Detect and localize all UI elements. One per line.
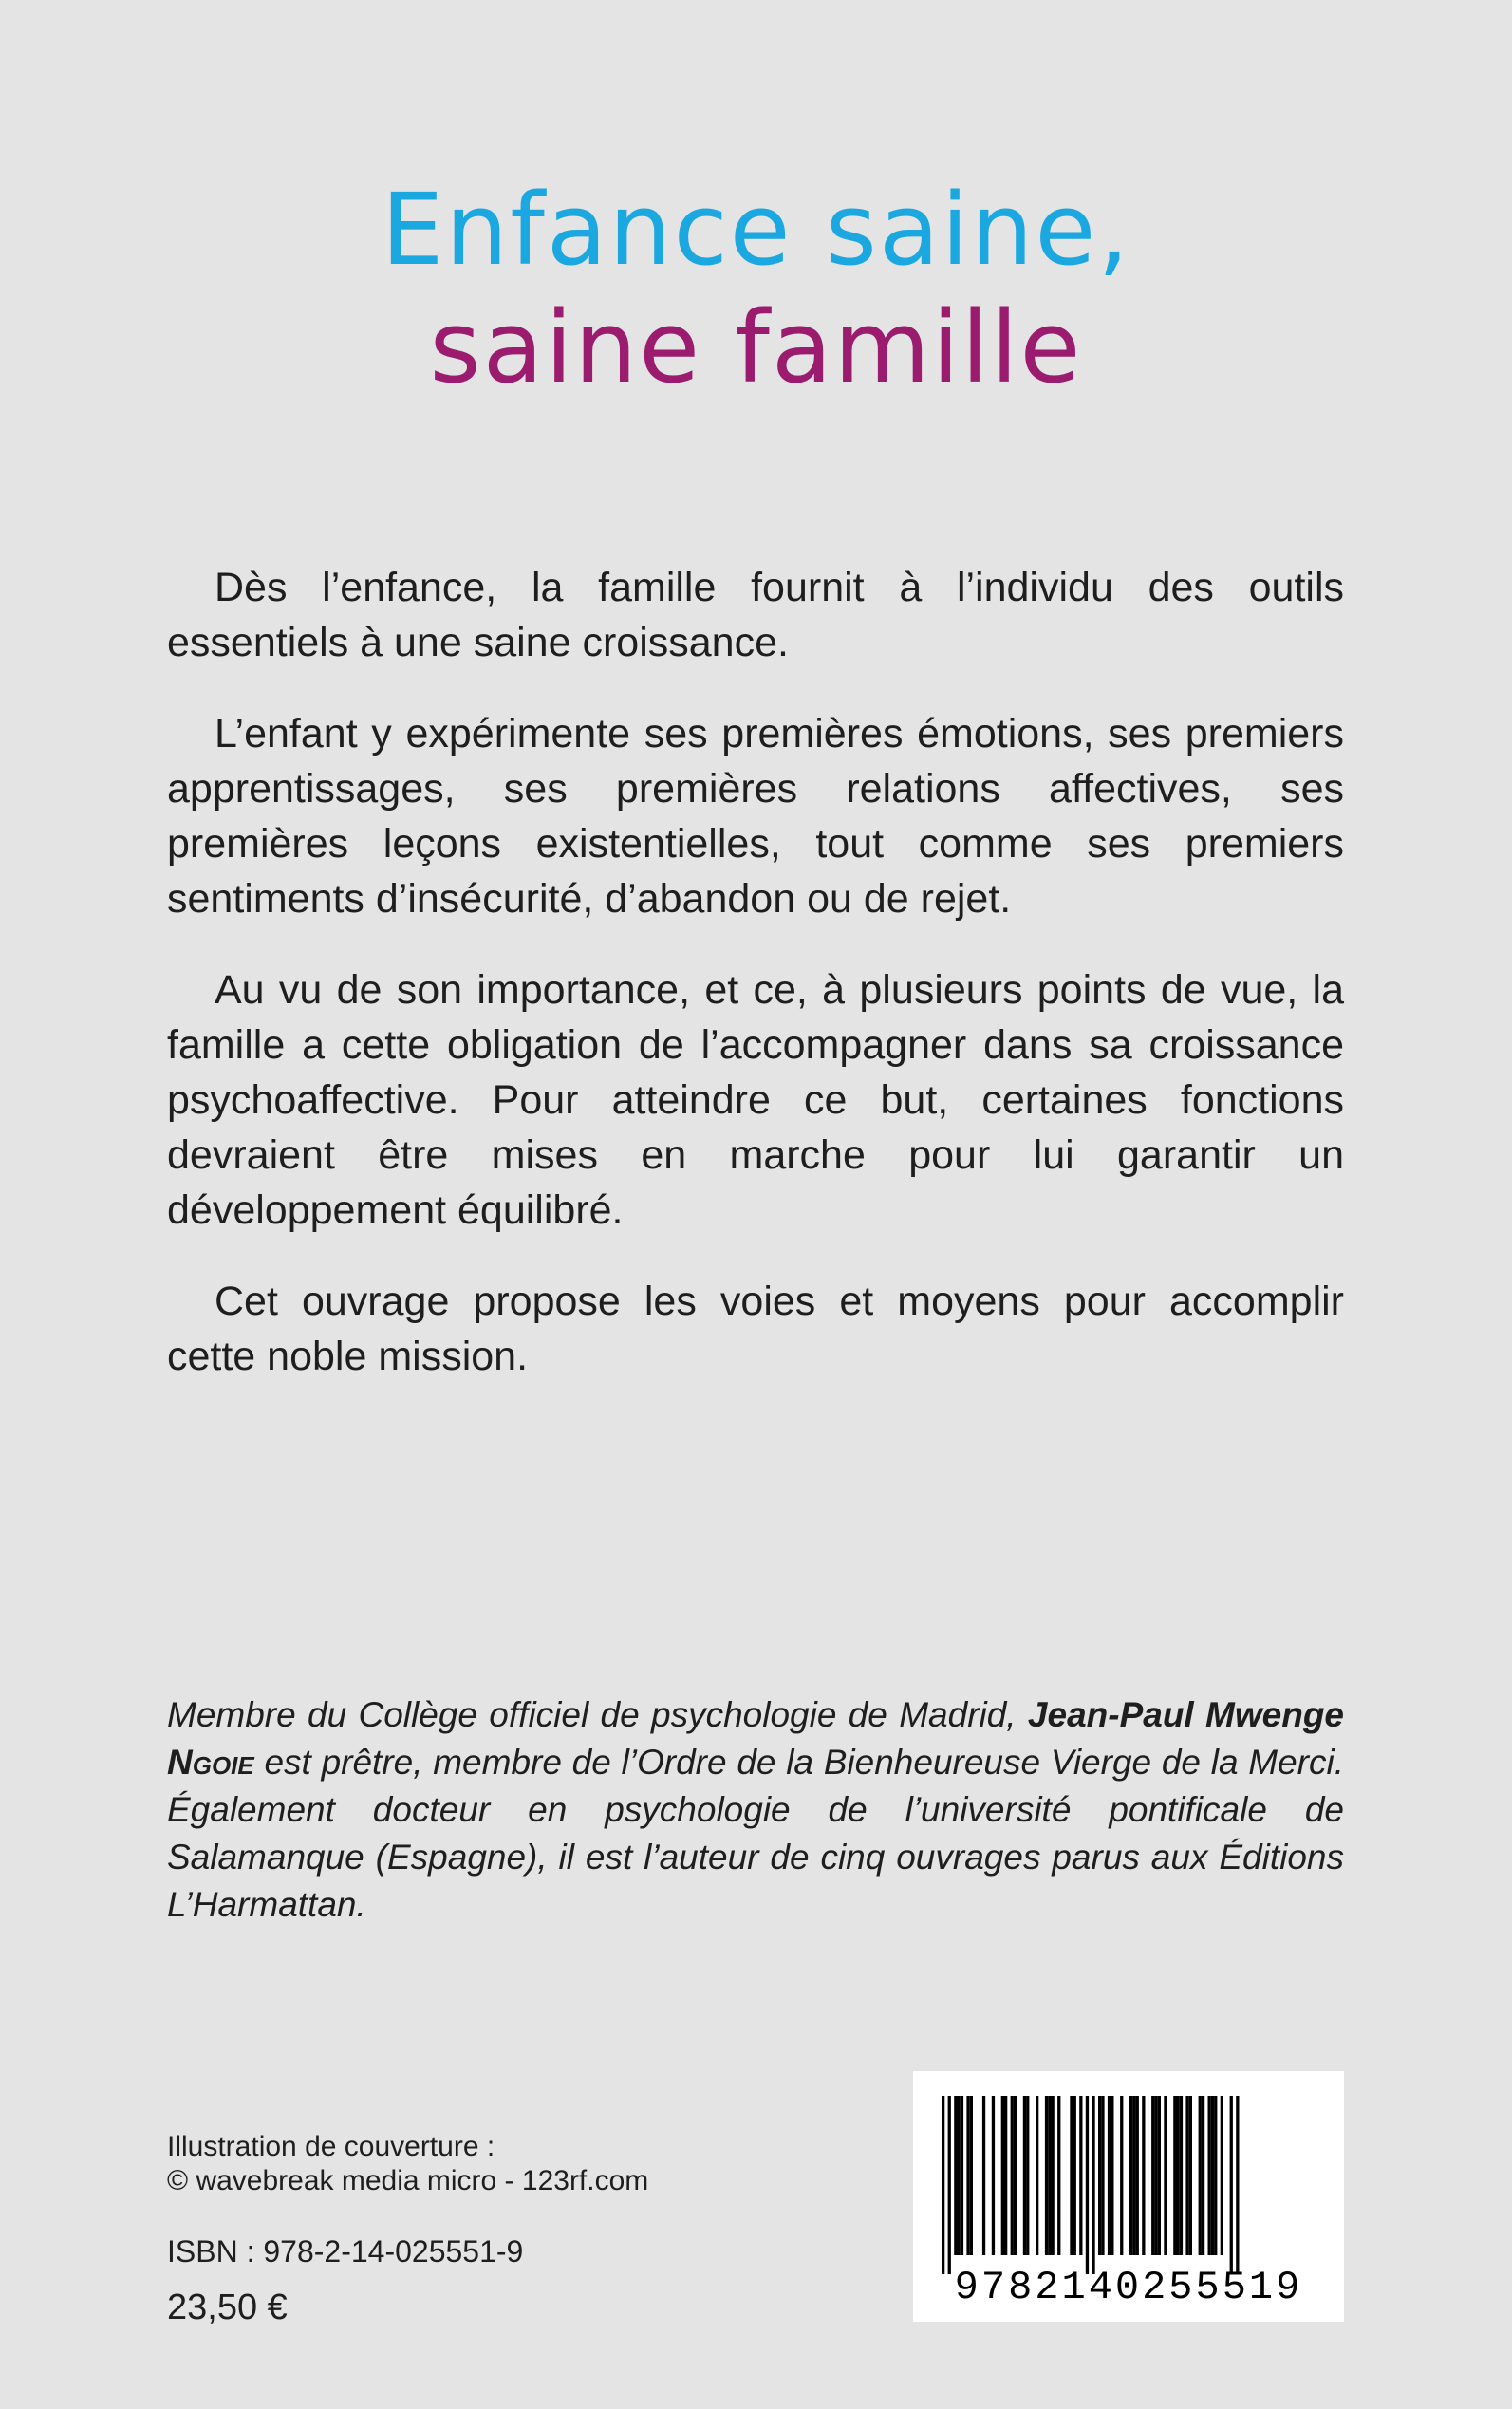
- barcode-bar-8: [992, 2096, 995, 2255]
- barcode-bar-1: [948, 2096, 951, 2274]
- barcode-digits: 9782140255519: [954, 2265, 1303, 2310]
- book-title: [0, 171, 1512, 406]
- bio-rest: est prêtre, membre de l’Ordre de la Bienheureuse Vierge de la Merci. Également docteur en psychologie de l’université pontificale de Salamanque (Espagne), il est l’auteur de cinq ouvrages parus aux Éditions L’Harmattan.: [167, 1743, 1344, 1924]
- barcode-bar-50: [1236, 2096, 1239, 2274]
- barcode-bar-29: [1120, 2096, 1123, 2255]
- barcode-bar-7: [982, 2096, 985, 2255]
- barcode-bar-45: [1208, 2096, 1211, 2255]
- barcode-bar-15: [1036, 2096, 1038, 2255]
- barcode-bar-34: [1151, 2096, 1154, 2255]
- barcode-bar-14: [1026, 2096, 1029, 2255]
- barcode-bar-22: [1079, 2096, 1082, 2255]
- title-line-2: saine famille: [429, 289, 1083, 405]
- barcode: [913, 2071, 1344, 2322]
- credits-label: Illustration de couverture :: [167, 2131, 495, 2162]
- barcode-bar-21: [1073, 2096, 1076, 2255]
- barcode-bar-44: [1202, 2096, 1204, 2255]
- barcode-bar-49: [1230, 2096, 1233, 2274]
- barcode-bar-48: [1221, 2096, 1223, 2255]
- credits-source: © wavebreak media micro - 123rf.com: [167, 2165, 649, 2196]
- barcode-bar-31: [1132, 2096, 1135, 2255]
- barcode-bar-9: [1001, 2096, 1004, 2255]
- blurb-paragraph-4: Cet ouvrage propose les voies et moyens pour accomplir cette noble mission.: [167, 1279, 1344, 1379]
- barcode-bar-32: [1136, 2096, 1139, 2255]
- blurb-paragraph-1: Dès l’enfance, la famille fournit à l’individu des outils essentiels à une saine croissance.: [167, 565, 1344, 665]
- barcode-bar-3: [958, 2096, 961, 2255]
- author-last-name: Ngoie: [167, 1743, 254, 1782]
- author-first-name: Jean-Paul Mwenge: [1027, 1695, 1345, 1734]
- barcode-bar-23: [1086, 2096, 1089, 2274]
- barcode-bar-19: [1057, 2096, 1060, 2255]
- barcode-bar-42: [1189, 2096, 1192, 2255]
- barcode-bar-24: [1092, 2096, 1094, 2274]
- barcode-bar-2: [954, 2096, 957, 2255]
- barcode-bar-39: [1177, 2096, 1180, 2255]
- barcode-bar-16: [1045, 2096, 1048, 2255]
- barcode-bar-26: [1101, 2096, 1104, 2255]
- barcode-bar-40: [1180, 2096, 1183, 2255]
- barcode-bar-47: [1214, 2096, 1217, 2255]
- barcode-bar-27: [1108, 2096, 1111, 2255]
- barcode-bar-33: [1142, 2096, 1145, 2255]
- price: 23,50 €: [167, 2288, 288, 2327]
- barcode-bar-41: [1185, 2096, 1188, 2255]
- barcode-bar-10: [1004, 2096, 1007, 2255]
- barcode-bar-11: [1011, 2096, 1014, 2255]
- barcode-bar-17: [1048, 2096, 1051, 2255]
- author-bio: [167, 1691, 1344, 1929]
- barcode-bar-20: [1070, 2096, 1073, 2255]
- barcode-bar-37: [1164, 2096, 1167, 2255]
- barcode-bar-4: [961, 2096, 963, 2255]
- barcode-bar-43: [1199, 2096, 1202, 2255]
- barcode-bar-12: [1014, 2096, 1017, 2255]
- blurb: [167, 560, 1344, 1420]
- barcode-bar-35: [1154, 2096, 1157, 2255]
- illustration-credits: [167, 2130, 648, 2198]
- barcode-bar-0: [942, 2096, 944, 2274]
- barcode-bar-38: [1173, 2096, 1176, 2255]
- blurb-paragraph-3: Au vu de son importance, et ce, à plusieurs points de vue, la famille a cette obligation de l’accompagner dans sa croissance psychoaffective. Pour atteindre ce but, certaines fonctions devraient être mises en marche pour lui garantir un développement équilibré.: [167, 967, 1344, 1233]
- barcode-bar-30: [1129, 2096, 1132, 2255]
- barcode-bar-25: [1098, 2096, 1101, 2255]
- isbn: ISBN : 978-2-14-025551-9: [167, 2234, 524, 2269]
- barcode-bar-18: [1052, 2096, 1055, 2255]
- title-line-1: Enfance saine,: [381, 172, 1131, 288]
- bio-intro: Membre du Collège officiel de psychologie de Madrid,: [167, 1695, 1028, 1734]
- barcode-bar-46: [1211, 2096, 1214, 2255]
- barcode-bar-36: [1158, 2096, 1161, 2255]
- barcode-bar-28: [1111, 2096, 1113, 2255]
- barcode-bar-5: [966, 2096, 969, 2255]
- barcode-bar-13: [1023, 2096, 1026, 2255]
- blurb-paragraph-2: L’enfant y expérimente ses premières émotions, ses premiers apprentissages, ses premières relations affectives, ses premières leçons existentielles, tout comme ses premiers sentiments d’insécurité, d’abandon ou de rejet.: [167, 711, 1344, 922]
- barcode-bar-6: [970, 2096, 973, 2255]
